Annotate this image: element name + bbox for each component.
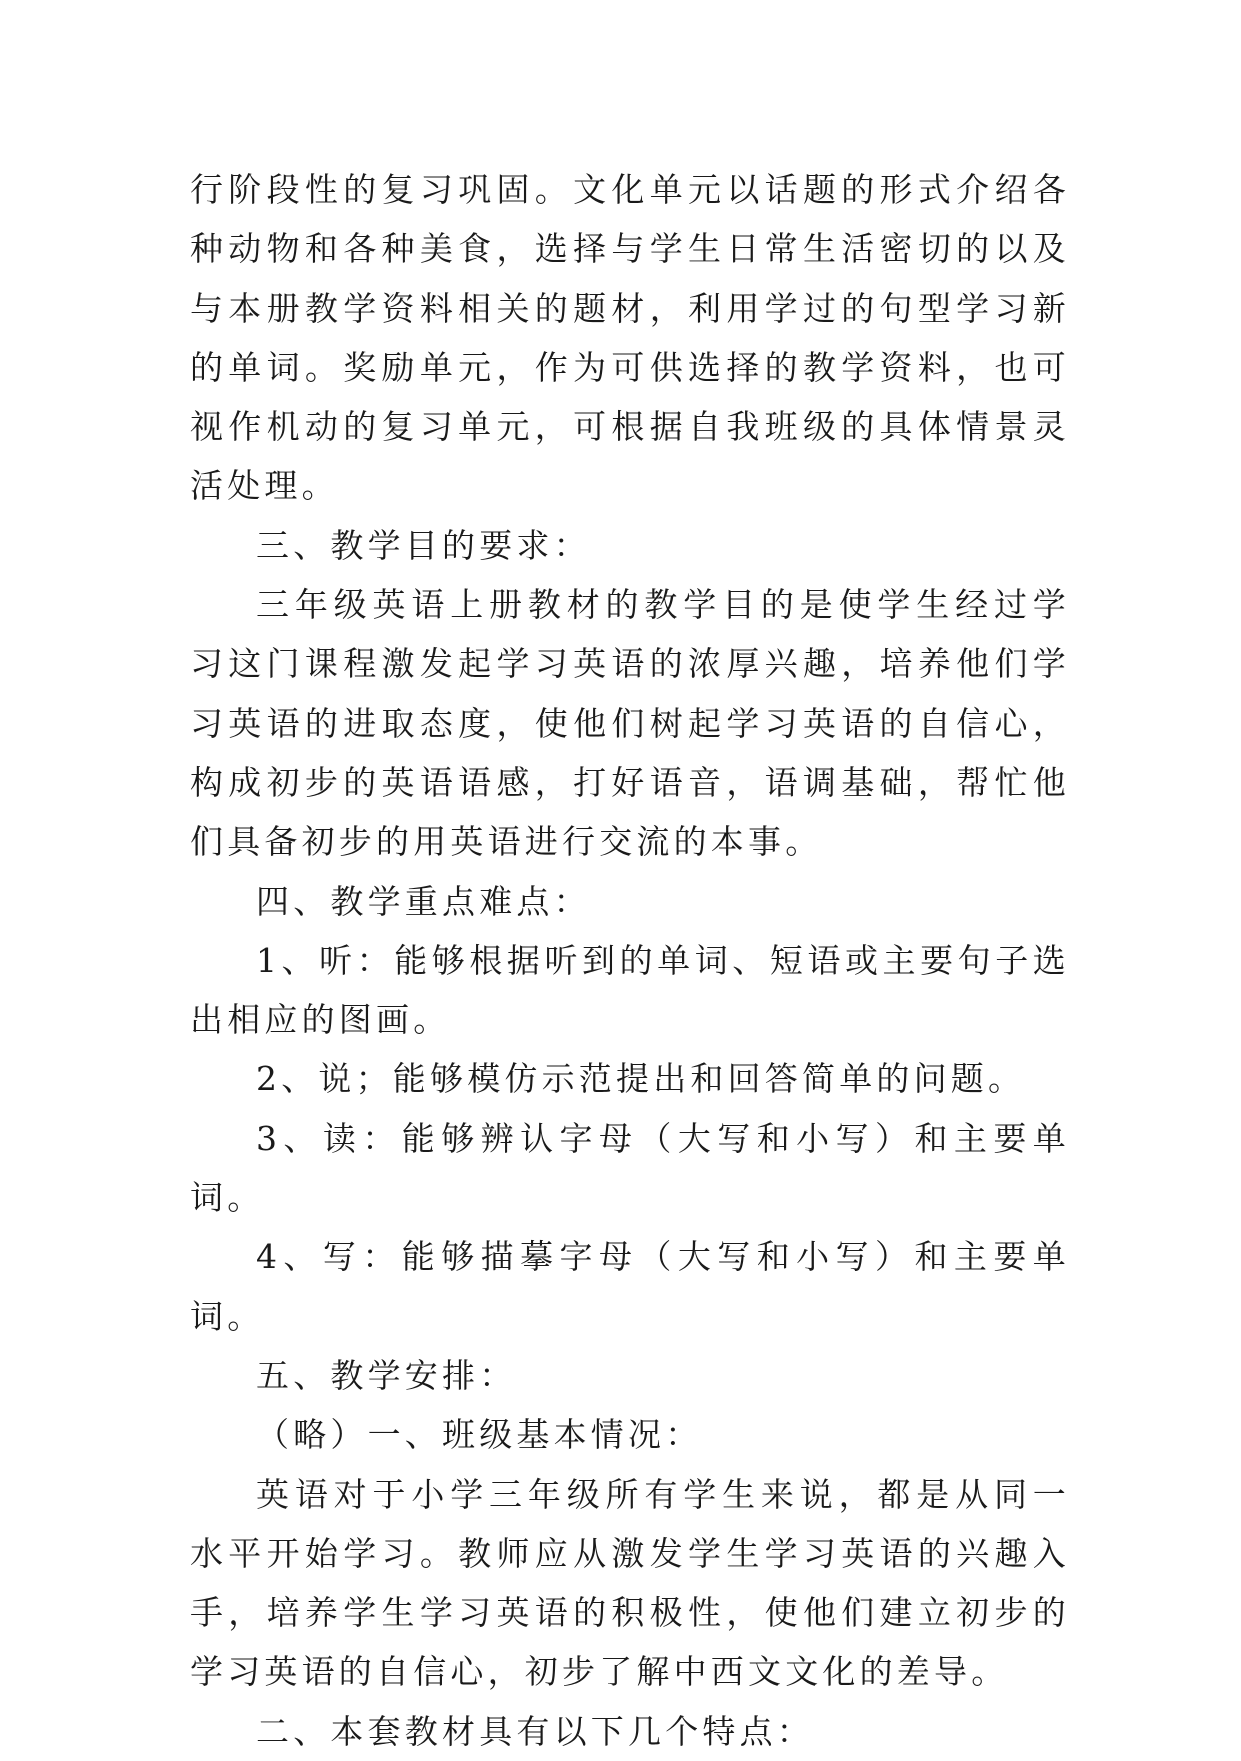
document-body [190, 160, 1070, 1761]
list-item-reading: 3、读：能够辨认字母（大写和小写）和主要单词。 [190, 1118, 1070, 1218]
list-item-speaking: 2、说；能够模仿示范提出和回答简单的问题。 [256, 1059, 1026, 1099]
heading-textbook-features: 二、本套教材具有以下几个特点： [256, 1711, 814, 1751]
heading-class-situation: （略）一、班级基本情况： [256, 1415, 703, 1455]
heading-key-difficulties: 四、教学重点难点： [256, 881, 591, 921]
paragraph-teaching-goals: 三年级英语上册教材的教学目的是使学生经过学习这门课程激发起学习英语的浓厚兴趣，培养他们学习英语的进取态度，使他们树起学习英语的自信心，构成初步的英语语感，打好语音，语调基础，帮忙他们具备初步的用英语进行交流的本事。 [190, 585, 1070, 862]
list-item-writing: 4、写：能够描摹字母（大写和小写）和主要单词。 [190, 1237, 1070, 1336]
paragraph-class-situation: 英语对于小学三年级所有学生来说，都是从同一水平开始学习。教师应从激发学生学习英语的兴趣入手，培养学生学习英语的积极性，使他们建立初步的学习英语的自信心，初步了解中西文文化的差导。 [190, 1474, 1070, 1692]
list-item-listening: 1、听：能够根据听到的单词、短语或主要句子选出相应的图画。 [190, 940, 1070, 1040]
heading-teaching-schedule: 五、教学安排： [256, 1355, 517, 1395]
paragraph-review-units: 行阶段性的复习巩固。文化单元以话题的形式介绍各种动物和各种美食，选择与学生日常生活密切的以及与本册教学资料相关的题材，利用学过的句型学习新的单词。奖励单元，作为可供选择的教学资料，也可视作机动的复习单元，可根据自我班级的具体情景灵活处理。 [190, 170, 1070, 506]
heading-teaching-goals: 三、教学目的要求： [256, 525, 591, 565]
